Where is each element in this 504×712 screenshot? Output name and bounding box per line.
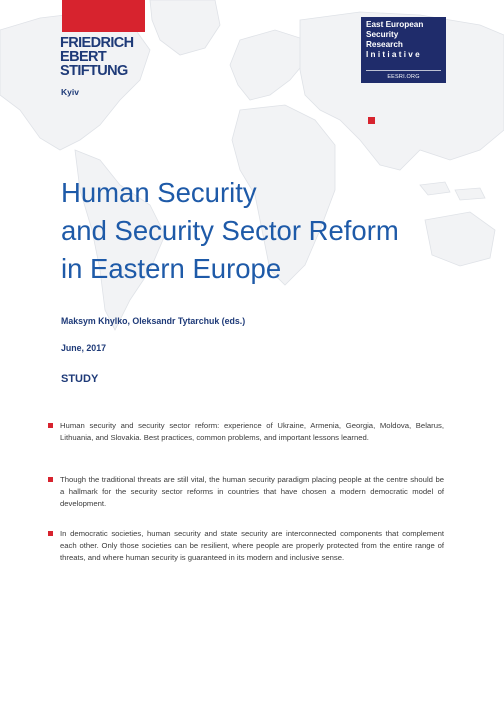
publisher-name-line-3: STIFTUNG [60, 63, 128, 79]
bullet-square-icon [48, 423, 53, 428]
publisher-name-line-1: FRIEDRICH [60, 35, 134, 51]
publisher-logo [60, 36, 134, 78]
partner-name-line-2: Security [366, 30, 399, 39]
map-marker [368, 117, 375, 124]
summary-bullet [48, 528, 444, 564]
authors: Maksym Khylko, Oleksandr Tytarchuk (eds.) [61, 316, 246, 326]
partner-name-line-3: Research [366, 40, 403, 49]
bullet-text: In democratic societies, human security and state security are interconnected components that complement each other. Only those societies can be resilient, where people are properly protected from the entire range of threats, and where human security is guaranteed in its modern and inclusive sense. [60, 529, 444, 562]
summary-bullet [48, 474, 444, 510]
publisher-logo-red-bar [62, 0, 145, 32]
publisher-name-line-2: EBERT [60, 49, 107, 65]
title-line-3: in Eastern Europe [61, 253, 282, 284]
document-title [61, 174, 399, 288]
partner-logo [361, 17, 446, 83]
partner-url: EESRI.ORG [387, 74, 420, 80]
title-line-2: and Security Sector Reform [61, 215, 399, 246]
publisher-office: Kyiv [61, 87, 79, 97]
publication-date: June, 2017 [61, 343, 106, 353]
title-line-1: Human Security [61, 177, 257, 208]
bullet-text: Though the traditional threats are still vital, the human security paradigm placing people at the centre should be a hallmark for the security sector reforms in countries that have chosen a modern democratic model of development. [60, 475, 444, 508]
partner-logo-divider [366, 70, 441, 71]
bullet-text: Human security and security sector reform: experience of Ukraine, Armenia, Georgia, Moldova, Belarus, Lithuania, and Slovakia. Best practices, common problems, and important lessons learned. [60, 421, 444, 442]
document-type: STUDY [61, 373, 99, 385]
partner-name-line-4: I n i t i a t i v e [366, 50, 420, 59]
bullet-square-icon [48, 477, 53, 482]
summary-bullet [48, 420, 444, 444]
bullet-square-icon [48, 531, 53, 536]
partner-name-line-1: East European [366, 20, 424, 29]
